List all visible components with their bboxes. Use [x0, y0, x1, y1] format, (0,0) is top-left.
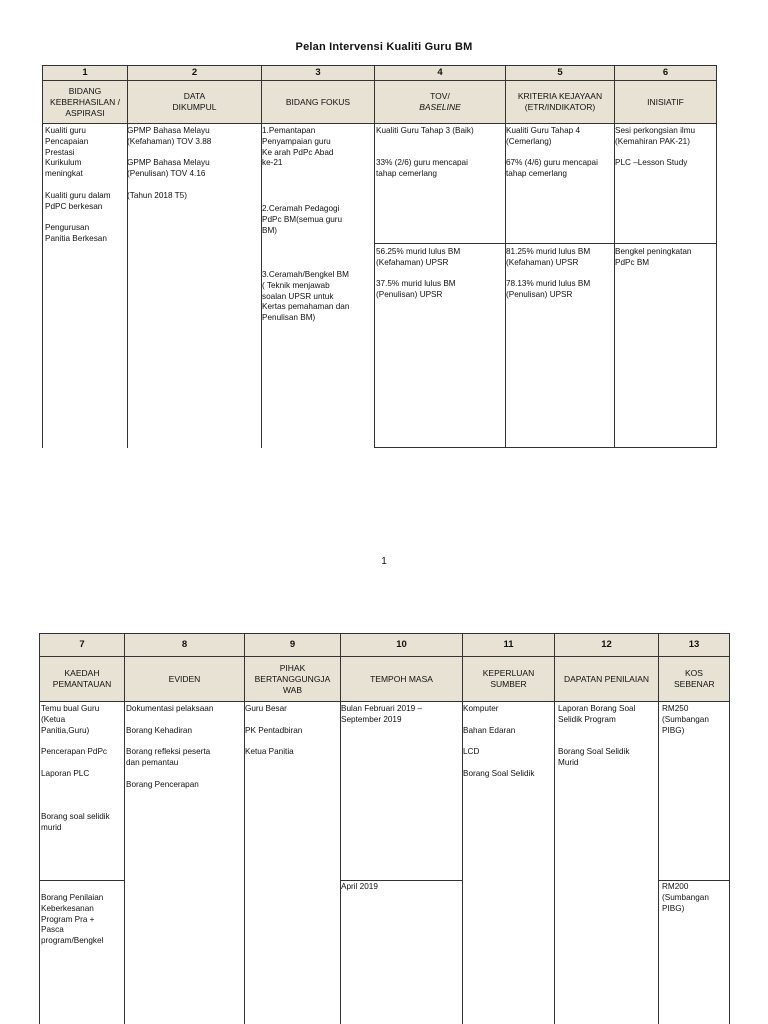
table-border: [340, 702, 341, 1024]
header-data-dikumpul: DATA DIKUMPUL: [127, 80, 262, 124]
column-number: 7: [39, 633, 125, 657]
cell-dapatan-penilaian: Laporan Borang Soal Selidik Program Borang Soal Selidik Murid: [558, 704, 636, 767]
table-border: [614, 124, 615, 448]
header-keperluan-sumber: KEPERLUAN SUMBER: [462, 656, 555, 702]
table-border: [39, 880, 125, 881]
cell-bidang-keberhasilan: Kualiti guru Pencapaian Prestasi Kurikulum meningkat Kualiti guru dalam PdPC berkesan Pengurusan Panitia Berkesan: [45, 126, 111, 243]
column-number: 4: [374, 65, 506, 81]
header-tov-label: TOV/: [430, 91, 450, 101]
header-tov-baseline: [374, 80, 506, 124]
table-border: [658, 880, 730, 881]
cell-pihak-bertanggungjawab: Guru Besar PK Pentadbiran Ketua Panitia: [245, 704, 303, 757]
cell-tov-guru: Kualiti Guru Tahap 3 (Baik) 33% (2/6) guru mencapai tahap cemerlang: [376, 126, 474, 179]
header-bidang-fokus: BIDANG FOKUS: [261, 80, 375, 124]
cell-kaedah-pemantauan-2: Borang Penilaian Keberkesanan Program Pra + Pasca program/Bengkel: [41, 893, 104, 946]
cell-data-dikumpul: GPMP Bahasa Melayu (Kefahaman) TOV 3.88 GPMP Bahasa Melayu (Penulisan) TOV 4.16 (Tahun 2018 T5): [127, 126, 212, 200]
header-pihak-bertanggungjawab: PIHAK BERTANGGUNGJA WAB: [244, 656, 341, 702]
table-border: [42, 124, 43, 448]
table-border: [658, 702, 659, 1024]
column-number: 2: [127, 65, 262, 81]
column-number: 5: [505, 65, 615, 81]
table-border: [716, 124, 717, 448]
column-number: 8: [124, 633, 245, 657]
table-border: [124, 702, 125, 1024]
cell-kos-sebenar-1: RM250 (Sumbangan PIBG): [662, 704, 709, 735]
column-number: 1: [42, 65, 128, 81]
table-border: [554, 702, 555, 1024]
table-border: [340, 880, 463, 881]
table-border: [374, 243, 717, 244]
header-kaedah-pemantauan: KAEDAH PEMANTAUAN: [39, 656, 125, 702]
cell-bidang-fokus-2: 2.Ceramah Pedagogi PdPc BM(semua guru BM): [262, 204, 343, 235]
header-bidang-keberhasilan: BIDANG KEBERHASILAN / ASPIRASI: [42, 80, 128, 124]
cell-keperluan-sumber: Komputer Bahan Edaran LCD Borang Soal Selidik: [463, 704, 535, 778]
document-title: Pelan Intervensi Kualiti Guru BM: [295, 41, 473, 53]
column-number: 9: [244, 633, 341, 657]
column-number: 6: [614, 65, 717, 81]
table-border: [374, 447, 717, 448]
cell-inisiatif-1: Sesi perkongsian ilmu (Kemahiran PAK-21) PLC –Lesson Study: [615, 126, 696, 168]
cell-tov-murid: 56.25% murid lulus BM (Kefahaman) UPSR 37.5% murid lulus BM (Penulisan) UPSR: [376, 247, 461, 300]
table-border: [729, 702, 730, 1024]
cell-kriteria-murid: 81.25% murid lulus BM (Kefahaman) UPSR 78.13% murid lulus BM (Penulisan) UPSR: [506, 247, 591, 300]
cell-kos-sebenar-2: RM200 (Sumbangan PIBG): [662, 882, 709, 913]
cell-eviden: Dokumentasi pelaksaan Borang Kehadiran Borang refleksi peserta dan pemantau Borang Pencerapan: [126, 704, 214, 789]
column-number: 12: [554, 633, 659, 657]
header-eviden: EVIDEN: [124, 656, 245, 702]
cell-tempoh-masa-1: Bulan Februari 2019 – September 2019: [341, 704, 423, 724]
header-tempoh-masa: TEMPOH MASA: [340, 656, 463, 702]
cell-inisiatif-2: Bengkel peningkatan PdPc BM: [615, 247, 692, 267]
cell-bidang-fokus-1: 1.Pemantapan Penyampaian guru Ke arah PdPc Abad ke-21: [262, 126, 334, 168]
cell-bidang-fokus-3: 3.Ceramah/Bengkel BM ( Teknik menjawab soalan UPSR untuk Kertas pemahaman dan Penulisan BM): [262, 270, 350, 323]
cell-tempoh-masa-2: April 2019: [341, 882, 378, 891]
page-number: 1: [381, 556, 387, 567]
column-number: 3: [261, 65, 375, 81]
table-border: [39, 702, 40, 1024]
table-border: [374, 124, 375, 448]
cell-kriteria-guru: Kualiti Guru Tahap 4 (Cemerlang) 67% (4/6) guru mencapai tahap cemerlang: [506, 126, 598, 179]
header-baseline-label: BASELINE: [419, 102, 461, 112]
header-inisiatif: INISIATIF: [614, 80, 717, 124]
cell-kaedah-pemantauan-1: Temu bual Guru (Ketua Panitia,Guru) Pencerapan PdPc Laporan PLC Borang soal selidik murid: [41, 704, 110, 832]
header-kos-sebenar: KOS SEBENAR: [658, 656, 730, 702]
column-number: 10: [340, 633, 463, 657]
header-kriteria-kejayaan: KRITERIA KEJAYAAN (ETR/INDIKATOR): [505, 80, 615, 124]
header-dapatan-penilaian: DAPATAN PENILAIAN: [554, 656, 659, 702]
column-number: 13: [658, 633, 730, 657]
column-number: 11: [462, 633, 555, 657]
